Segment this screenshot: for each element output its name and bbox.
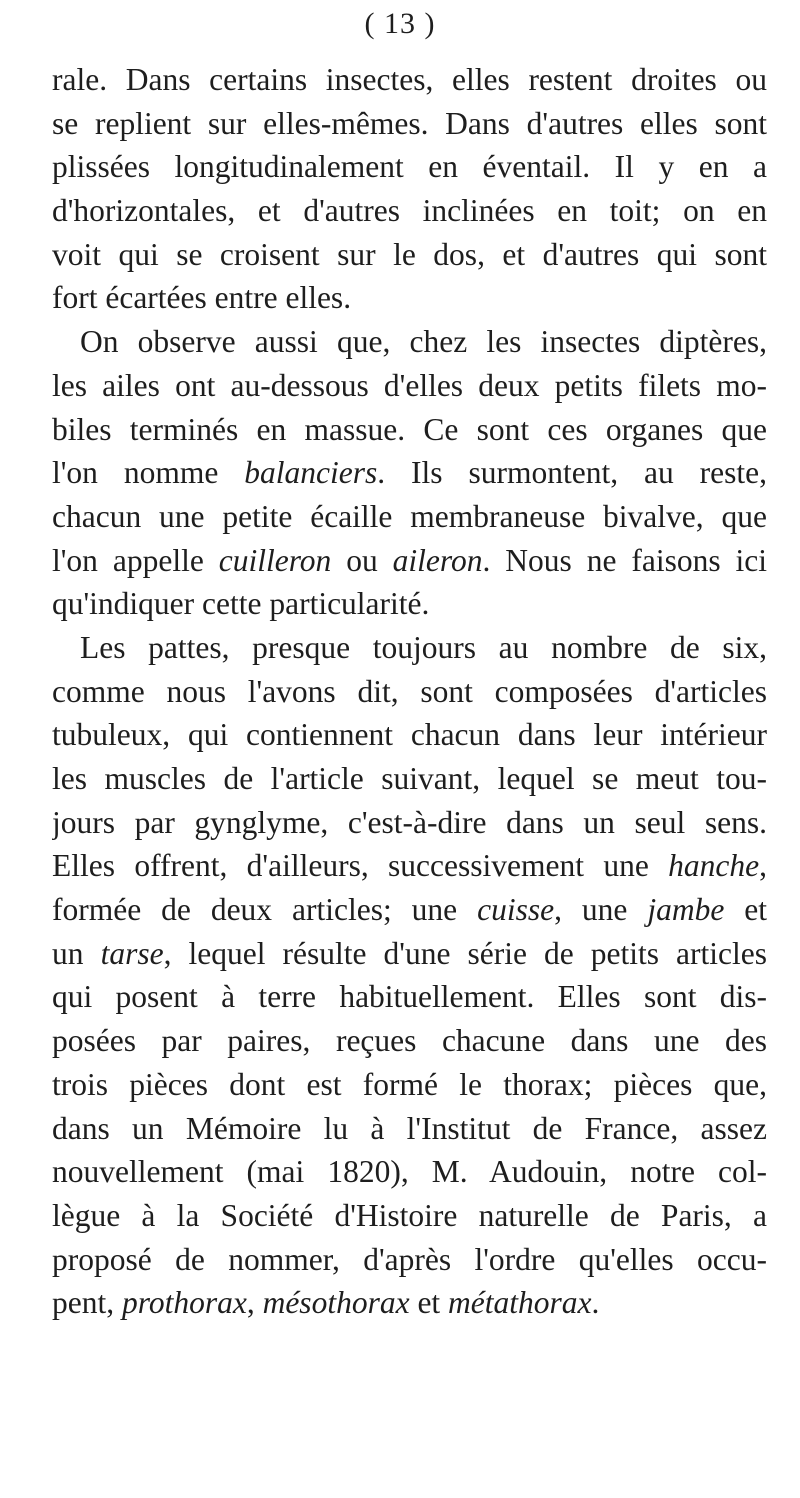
text-line: dans un Mémoire lu à l'Institut de France, assez xyxy=(52,1110,767,1146)
paragraph-3 xyxy=(52,626,767,1325)
text-line: Elles offrent, d'ailleurs, successivement une hanche, xyxy=(52,848,767,884)
text-line: tubuleux, qui contiennent chacun dans leur intérieur xyxy=(52,717,767,753)
text-line: chacun une petite écaille membraneuse bivalve, que xyxy=(52,498,767,534)
text-line: trois pièces dont est formé le thorax; pièces que, xyxy=(52,1066,767,1102)
paragraph-1 xyxy=(52,58,767,320)
italic-term: prothorax xyxy=(121,1285,247,1321)
text-line: les ailes ont au-dessous d'elles deux petits filets mo- xyxy=(52,367,767,403)
text-line: Les pattes, presque toujours au nombre de six, xyxy=(80,629,767,665)
text-line: d'horizontales, et d'autres inclinées en toit; on en xyxy=(52,193,767,229)
text-line: pent, prothorax, mésothorax et métathorax. xyxy=(52,1285,600,1321)
text-line: qui posent à terre habituellement. Elles sont dis- xyxy=(52,979,767,1015)
italic-term: cuilleron xyxy=(218,542,332,578)
text-line: On observe aussi que, chez les insectes diptères, xyxy=(80,324,767,360)
text-line: nouvellement (mai 1820), M. Audouin, notre col- xyxy=(52,1154,767,1190)
italic-term: métathorax xyxy=(448,1285,592,1321)
text-line: proposé de nommer, d'après l'ordre qu'elles occu- xyxy=(52,1241,767,1277)
text-line: comme nous l'avons dit, sont composées d'articles xyxy=(52,673,767,709)
italic-term: tarse xyxy=(100,935,164,971)
text-line: se replient sur elles-mêmes. Dans d'autres elles sont xyxy=(52,105,767,141)
text-line: l'on nomme balanciers. Ils surmontent, au reste, xyxy=(52,455,767,491)
text-line: posées par paires, reçues chacune dans une des xyxy=(52,1023,767,1059)
text-line: voit qui se croisent sur le dos, et d'autres qui sont xyxy=(52,236,767,272)
paragraph-2 xyxy=(52,320,767,626)
page-number: ( 13 ) xyxy=(364,7,436,40)
italic-term: cuisse xyxy=(477,892,555,928)
text-line: qu'indiquer cette particularité. xyxy=(52,586,430,622)
text-line: les muscles de l'article suivant, lequel se meut tou- xyxy=(52,761,767,796)
text-line: fort écartées entre elles. xyxy=(52,280,352,316)
text-line: un tarse, lequel résulte d'une série de petits articles xyxy=(52,935,767,971)
text-line: jours par gynglyme, c'est-à-dire dans un seul sens. xyxy=(52,804,767,840)
text-line: lègue à la Société d'Histoire naturelle de Paris, a xyxy=(52,1197,767,1233)
body-text xyxy=(52,58,767,1325)
italic-term: jambe xyxy=(647,892,725,928)
text-line: rale. Dans certains insectes, elles restent droites ou xyxy=(52,62,767,97)
text-line: l'on appelle cuilleron ou aileron. Nous ne faisons ici xyxy=(52,542,767,578)
text-line: plissées longitudinalement en éventail. Il y en a xyxy=(52,149,767,185)
italic-term: aileron xyxy=(392,542,483,578)
italic-term: mésothorax xyxy=(262,1285,410,1321)
text-line: formée de deux articles; une cuisse, une jambe et xyxy=(52,892,767,928)
text-line: biles terminés en massue. Ce sont ces organes que xyxy=(52,411,767,447)
italic-term: balanciers xyxy=(244,455,378,491)
italic-term: hanche xyxy=(668,848,760,884)
